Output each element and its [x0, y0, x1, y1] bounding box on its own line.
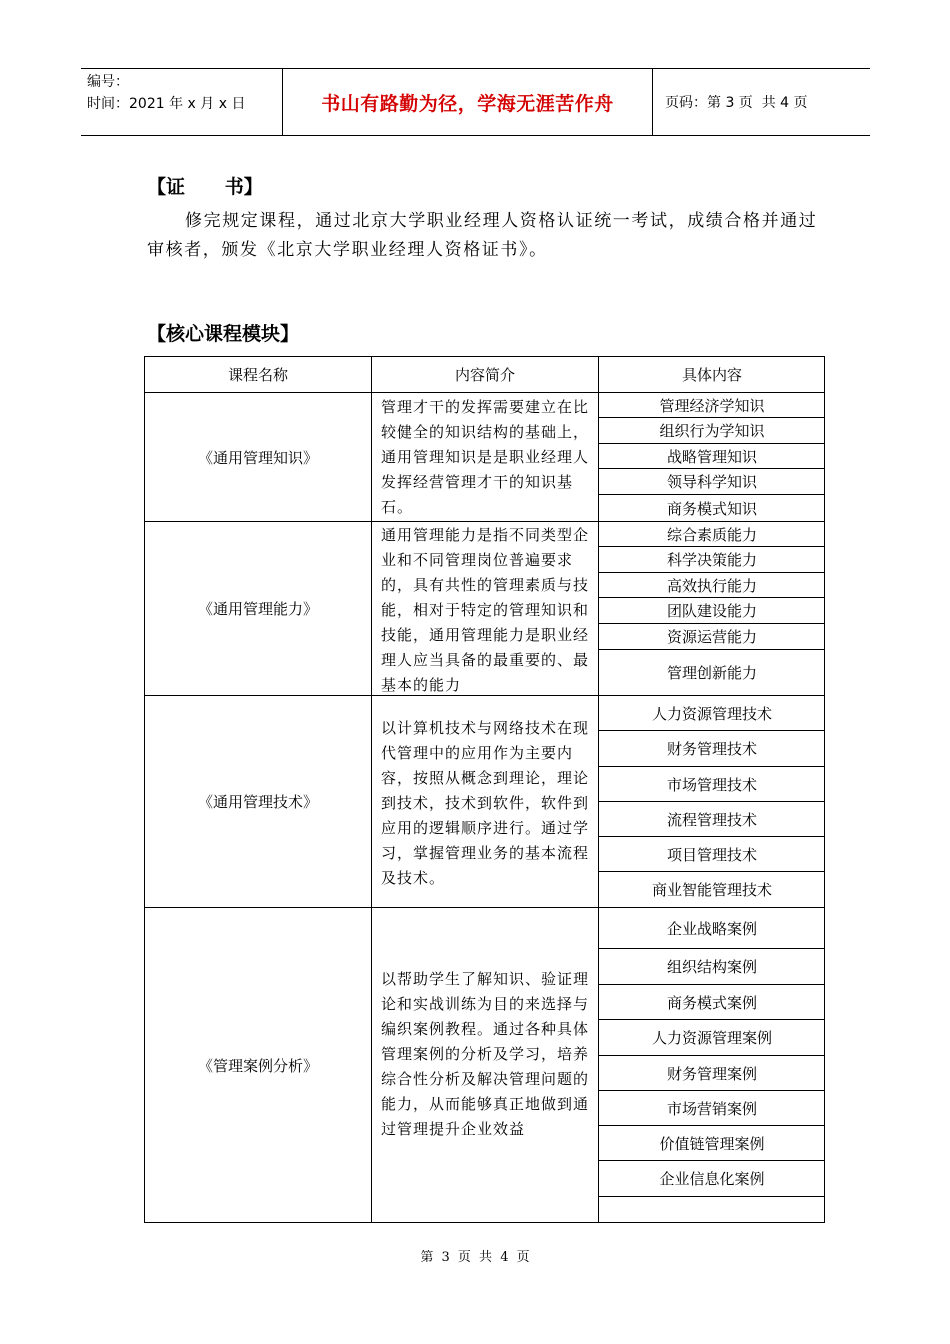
course-item: 资源运营能力	[599, 624, 825, 650]
table-divider	[371, 357, 372, 1222]
course-name: 《管理案例分析》	[197, 1056, 318, 1075]
course-name: 《通用管理知识》	[197, 448, 318, 467]
course-description: 以帮助学生了解知识、验证理论和实战训练为目的来选择与编织案例教程。通过各种具体管理案例的分析及学习，培养综合性分析及解决管理问题的能力，从而能够真正地做到通过管理提升企业效益	[381, 970, 590, 1138]
course-item: 团队建设能力	[599, 598, 825, 624]
header-motto: 书山有路勤为径，学海无涯苦作舟	[321, 92, 614, 115]
course-item: 流程管理技术	[599, 802, 825, 837]
column-header-description: 内容简介	[454, 366, 515, 384]
course-item: 项目管理技术	[599, 837, 825, 872]
course-name: 《通用管理技术》	[197, 793, 318, 811]
header-number: 编号：	[87, 74, 129, 90]
header-page-info: 页码：第 3 页 共 4 页	[665, 95, 808, 111]
column-header-items: 具体内容	[681, 366, 742, 384]
certificate-title: 【证 书】	[147, 176, 263, 198]
course-item-empty	[599, 1197, 825, 1222]
course-item: 组织结构案例	[599, 949, 825, 985]
header-meta	[81, 69, 282, 135]
course-item: 市场营销案例	[599, 1091, 825, 1126]
header-motto-cell	[282, 69, 653, 135]
core-modules-title: 【核心课程模块】	[147, 323, 300, 345]
course-item: 管理经济学知识	[599, 393, 825, 418]
header-time: 时间：2021 年 x 月 x 日	[87, 96, 246, 112]
course-item: 组织行为学知识	[599, 418, 825, 444]
course-description: 通用管理能力是指不同类型企业和不同管理岗位普遍要求的，具有共性的管理素质与技能，相对于特定的管理知识和技能，通用管理能力是职业经理人应当具备的最重要的、最基本的能力	[381, 526, 590, 694]
course-item: 科学决策能力	[599, 547, 825, 573]
column-header-name: 课程名称	[227, 366, 288, 384]
course-item: 高效执行能力	[599, 573, 825, 598]
course-item: 综合素质能力	[599, 522, 825, 547]
course-name: 《通用管理能力》	[197, 600, 318, 618]
course-item: 企业战略案例	[599, 908, 825, 949]
course-item: 市场管理技术	[599, 767, 825, 802]
course-item: 战略管理知识	[599, 444, 825, 469]
course-item: 人力资源管理案例	[599, 1020, 825, 1056]
page-header	[81, 68, 870, 136]
course-item: 管理创新能力	[666, 664, 757, 682]
course-description: 管理才干的发挥需要建立在比较健全的知识结构的基础上，通用管理知识是是职业经理人发挥经营管理才干的知识基石。	[381, 398, 590, 516]
course-item: 领导科学知识	[599, 469, 825, 495]
course-item: 商务模式案例	[599, 985, 825, 1020]
certificate-text: 修完规定课程，通过北京大学职业经理人资格认证统一考试，成绩合格并通过审核者，颁发《北京大学职业经理人资格证书》。	[147, 211, 818, 260]
course-item: 价值链管理案例	[599, 1126, 825, 1161]
course-item: 商务模式知识	[666, 499, 757, 518]
core-modules-table	[144, 356, 825, 1223]
course-description: 以计算机技术与网络技术在现代管理中的应用作为主要内容，按照从概念到理论，理论到技术，技术到软件，软件到应用的逻辑顺序进行。通过学习，掌握管理业务的基本流程及技术。	[381, 719, 590, 887]
course-item: 商业智能管理技术	[651, 881, 772, 899]
course-item: 财务管理技术	[599, 731, 825, 767]
course-item: 财务管理案例	[599, 1056, 825, 1091]
page-footer: 第 3 页 共 4 页	[420, 1250, 530, 1265]
course-item: 企业信息化案例	[599, 1161, 825, 1197]
course-item: 人力资源管理技术	[599, 696, 825, 731]
